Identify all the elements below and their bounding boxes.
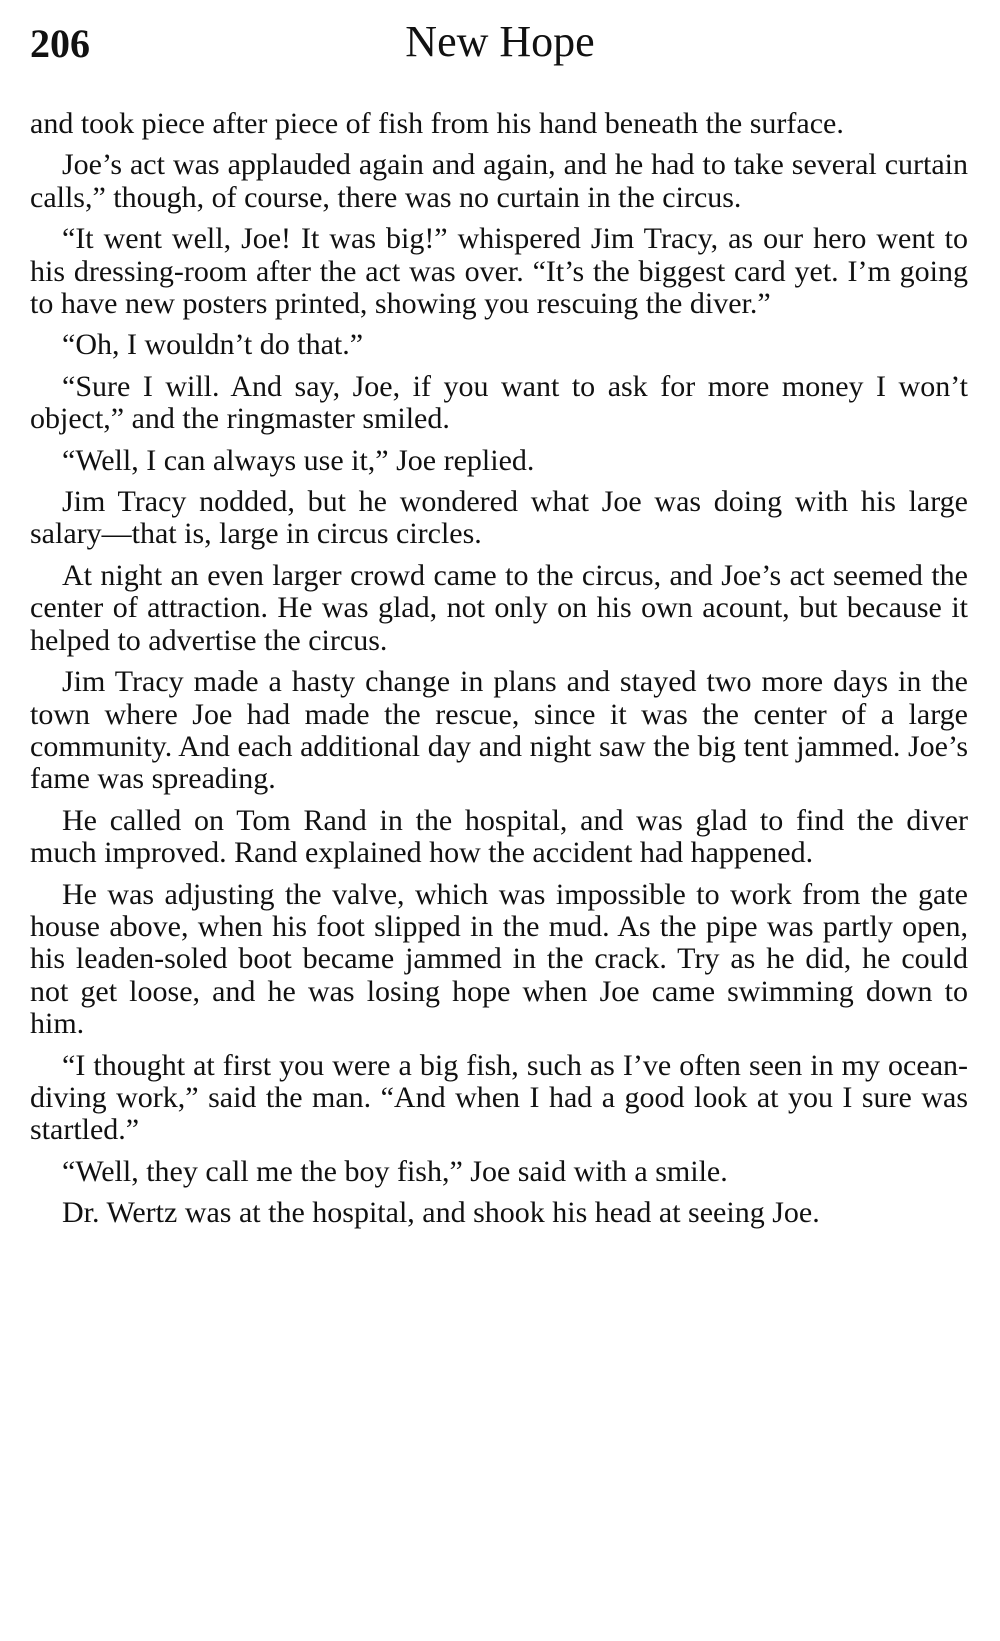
paragraph: He called on Tom Rand in the hospital, and was glad to find the diver much improved. Rand explained how the accident had happened. [30, 803, 968, 870]
paragraph: At night an even larger crowd came to the circus, and Joe’s act seemed the center of attraction. He was glad, not only on his own acount, but because it helped to advertise the circus. [30, 558, 968, 657]
running-title: New Hope [405, 17, 595, 66]
page-header [30, 14, 970, 84]
paragraph: Jim Tracy nodded, but he wondered what Joe was doing with his large salary—that is, large in circus circles. [30, 485, 968, 551]
paragraph: Dr. Wertz was at the hospital, and shook his head at seeing Joe. [62, 1196, 820, 1230]
page-number: 206 [30, 21, 90, 66]
paragraph: “It went well, Joe! It was big!” whispered Jim Tracy, as our hero went to his dressing-room after the act was over. “It’s the biggest card yet. I’m going to have new posters printed, showing you rescuing the diver.” [30, 222, 968, 321]
paragraph: “Oh, I wouldn’t do that.” [62, 328, 364, 362]
paragraph: “Well, I can always use it,” Joe replied. [62, 443, 535, 477]
paragraph: “Sure I will. And say, Joe, if you want to ask for more money I won’t object,” and the ringmaster smiled. [30, 369, 968, 436]
paragraph: “Well, they call me the boy fish,” Joe said with a smile. [62, 1154, 728, 1188]
paragraph: “I thought at first you were a big fish, such as I’ve often seen in my ocean-diving work,” said the man. “And when I had a good look at you I sure was startled.” [30, 1048, 968, 1147]
paragraph: Joe’s act was applauded again and again, and he had to take several curtain calls,” though, of course, there was no curtain in the circus. [30, 148, 968, 214]
paragraph: Jim Tracy made a hasty change in plans and stayed two more days in the town where Joe had made the rescue, since it was the center of a large community. And each additional day and night saw the big tent jammed. Joe’s fame was spreading. [30, 665, 968, 796]
paragraph: and took piece after piece of fish from his hand beneath the surface. [30, 107, 844, 140]
paragraph: He was adjusting the valve, which was impossible to work from the gate house above, when his foot slipped in the mud. As the pipe was partly open, his leaden-soled boot became jammed in the crack. Try as he did, he could not get loose, and he was losing hope when Joe came swimming down to him. [30, 877, 968, 1041]
body-text [30, 108, 968, 1239]
